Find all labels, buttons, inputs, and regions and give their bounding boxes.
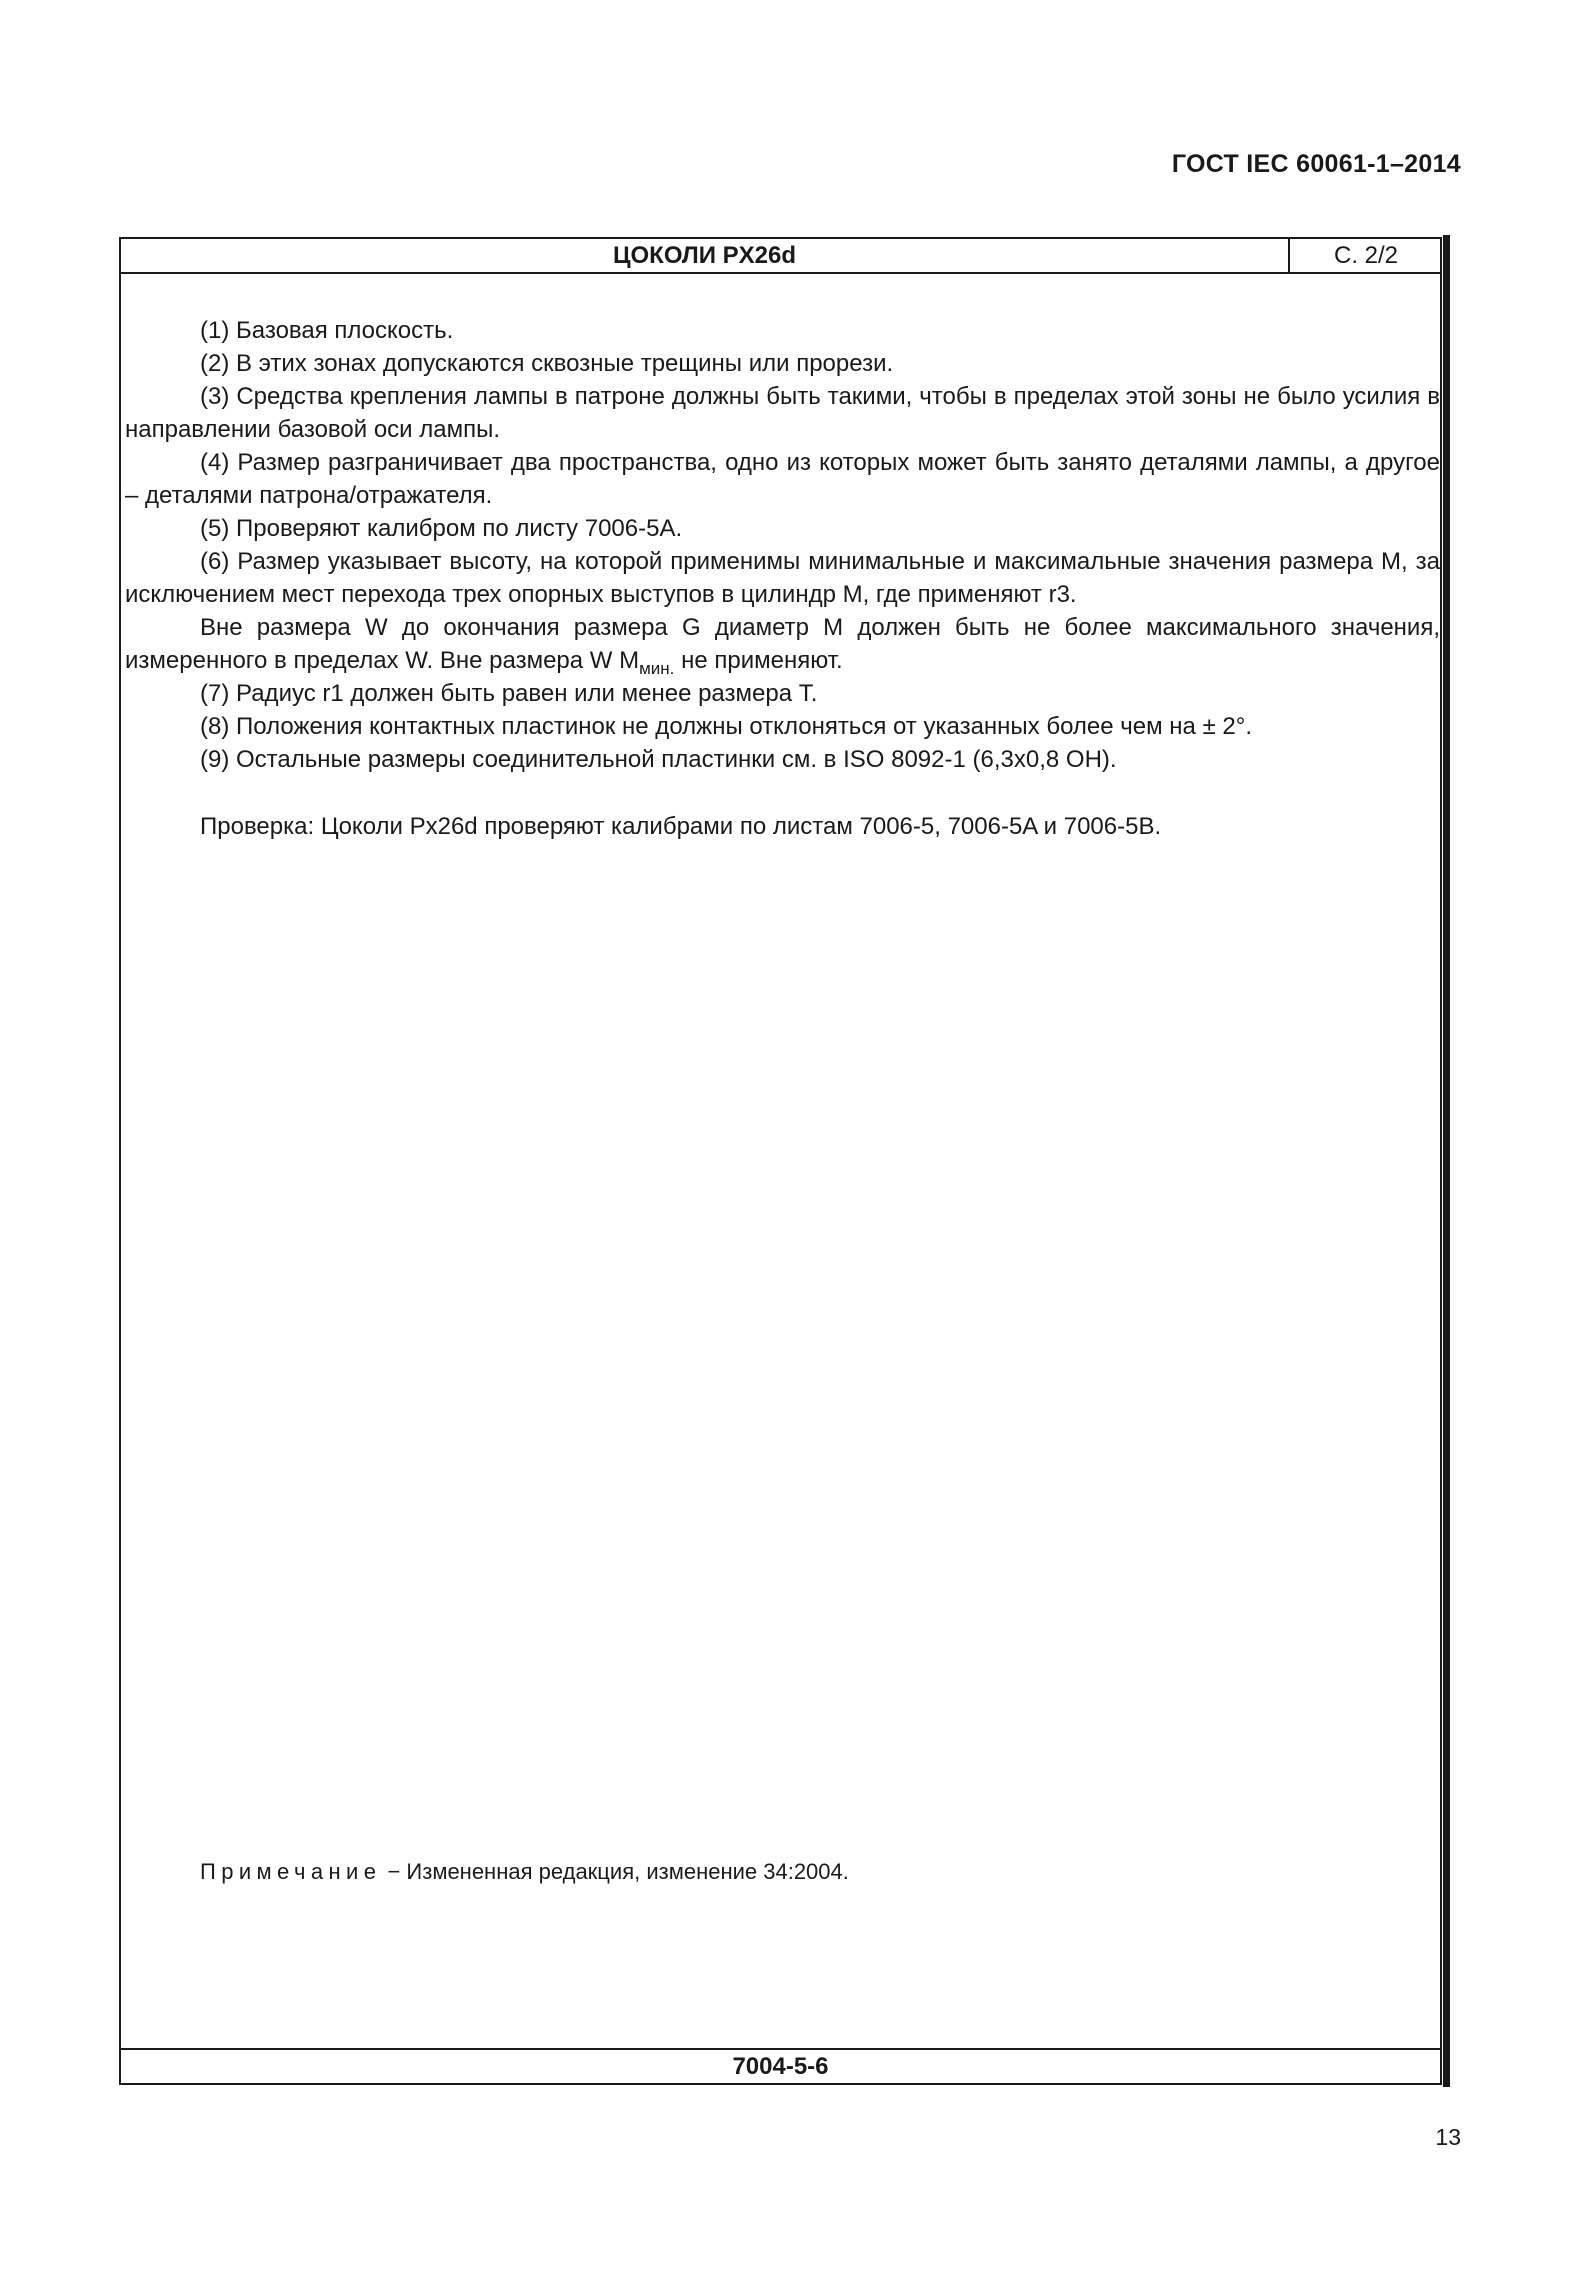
frame-shadow <box>1443 235 1450 2087</box>
note-1: (1) Базовая плоскость. <box>200 317 454 344</box>
check-statement: Проверка: Цоколи Px26d проверяют калибрами по листам 7006-5, 7006-5A и 7006-5B. <box>200 813 1162 840</box>
sheet-page-indicator: С. 2/2 <box>1288 239 1442 272</box>
footnote-text: − Измененная редакция, изменение 34:2004. <box>381 1859 849 1884</box>
note-8: (8) Положения контактных пластинок не должны отклоняться от указанных более чем на ± 2°. <box>200 713 1253 740</box>
sheet-title: ЦОКОЛИ PX26d <box>612 242 797 269</box>
note-5: (5) Проверяют калибром по листу 7006-5A. <box>200 515 683 542</box>
sheet-frame <box>119 237 1442 2085</box>
note-4: (4) Размер разграничивает два пространства, одно из которых может быть занято деталями лампы, а другое – деталями патрона/отражателя. <box>125 449 1440 509</box>
note-6b-end: не применяют. <box>674 647 843 674</box>
sheet-title-row <box>121 239 1440 274</box>
note-2: (2) В этих зонах допускаются сквозные трещины или прорези. <box>200 350 894 377</box>
sheet-footer-row <box>121 2048 1440 2083</box>
page-number: 13 <box>1435 2124 1461 2150</box>
note-6b-text: Вне размера W до окончания размера G диаметр M должен быть не более максимального значения, измеренного в пределах W. Вне размера W M <box>125 614 1440 674</box>
note-6: (6) Размер указывает высоту, на которой применимы минимальные и максимальные значения размера M, за исключением мест перехода трех опорных выступов в цилиндр M, где применяют r3. <box>125 548 1440 608</box>
note-7: (7) Радиус r1 должен быть равен или менее размера T. <box>200 680 818 707</box>
note-6-continuation <box>125 611 1440 677</box>
notes-body <box>125 314 1440 843</box>
note-9: (9) Остальные размеры соединительной пластинки см. в ISO 8092-1 (6,3x0,8 OH). <box>200 746 1117 773</box>
footnote <box>200 1859 849 1885</box>
sheet-code: 7004-5-6 <box>732 2053 829 2080</box>
note-6b-subscript: мин. <box>639 659 675 678</box>
footnote-label: Примечание <box>200 1859 382 1884</box>
note-3: (3) Средства крепления лампы в патроне должны быть такими, чтобы в пределах этой зоны не было усилия в направлении базовой оси лампы. <box>125 383 1440 443</box>
standard-designation: ГОСТ IEC 60061-1–2014 <box>1171 150 1461 178</box>
